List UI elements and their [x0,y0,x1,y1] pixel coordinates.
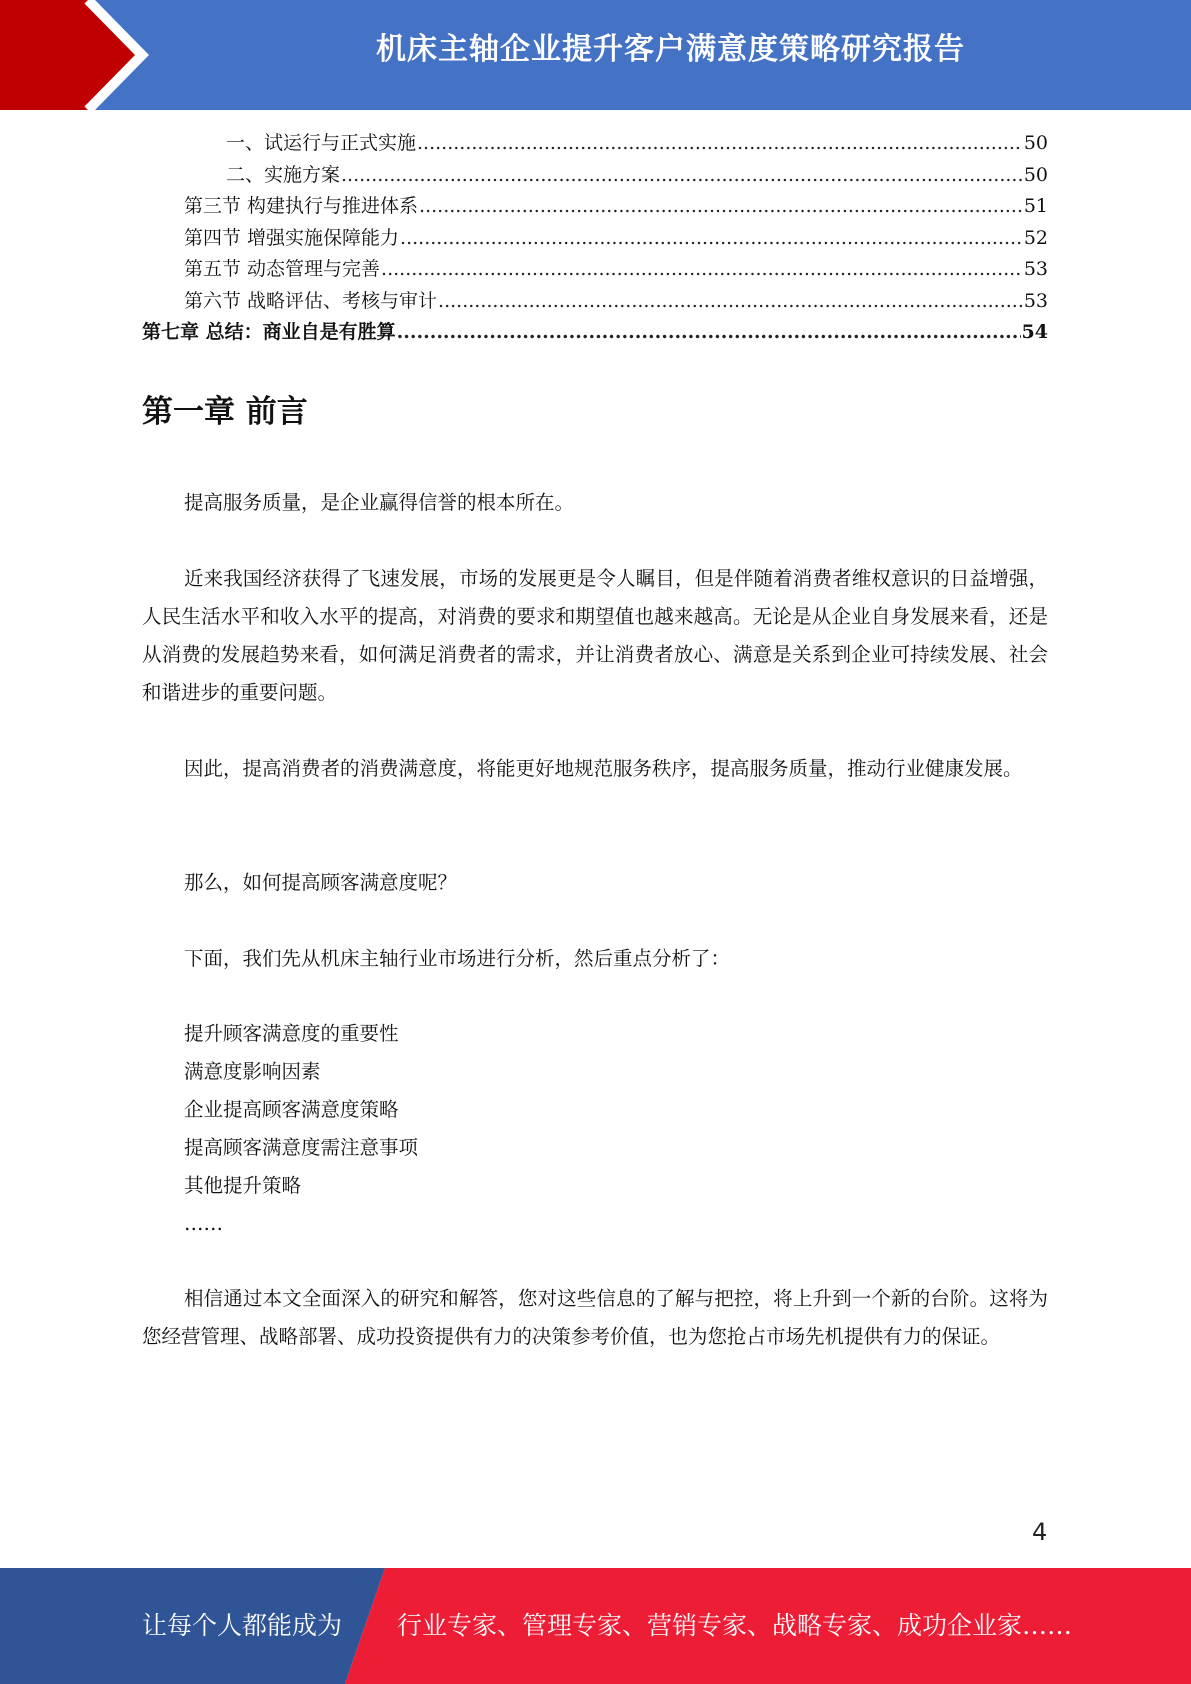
paragraph-text: 下面，我们先从机床主轴行业市场进行分析，然后重点分析了： [184,947,731,970]
report-title: 机床主轴企业提升客户满意度策略研究报告 [376,32,965,67]
toc-entry[interactable] [142,317,1048,349]
toc-entry[interactable] [142,191,1048,223]
toc-entry-label: 二、实施方案 [226,163,341,186]
toc-entry-label: 第六节 战略评估、考核与审计 [184,289,438,312]
toc-leader-dots [397,321,1021,343]
list-item: …… [184,1212,223,1235]
paragraph-4 [142,864,1048,902]
footer-slogan-right: 行业专家、管理专家、营销专家、战略专家、成功企业家…… [397,1611,1073,1640]
toc-entry[interactable] [142,128,1048,160]
page-number: 4 [1032,1518,1048,1546]
paragraph-2 [142,560,1048,712]
toc-leader-dots [341,164,1023,186]
paragraph-6 [142,1280,1048,1356]
toc-entry-page: 54 [1021,321,1048,343]
toc-entry-label: 第五节 动态管理与完善 [184,258,381,280]
page-header [0,0,1191,110]
toc-entry-label: 第四节 增强实施保障能力 [184,226,400,249]
paragraph-1 [142,484,1048,522]
toc-entry-page: 50 [1023,132,1048,154]
toc-entry-label: 一、试运行与正式实施 [226,132,417,154]
toc-entry[interactable] [142,286,1048,318]
toc-entry[interactable] [142,223,1048,255]
toc-leader-dots [438,290,1023,312]
paragraph-text: 提高服务质量，是企业赢得信誉的根本所在。 [184,491,575,514]
toc-leader-dots [400,227,1023,249]
toc-entry-page: 53 [1023,289,1048,312]
toc-entry-page: 53 [1023,258,1048,280]
page-footer [0,1568,1191,1684]
toc-entry-label: 第七章 总结：商业自是有胜算 [142,321,396,343]
toc-entry-label: 第三节 构建执行与推进体系 [184,195,419,217]
list-item: 满意度影响因素 [184,1060,321,1083]
paragraph-5 [142,940,1048,978]
table-of-contents [142,128,1048,349]
paragraph-3 [142,750,1048,788]
list-item: 企业提高顾客满意度策略 [184,1098,399,1121]
paragraph-text: 那么，如何提高顾客满意度呢？ [184,871,458,894]
paragraph-text: 相信通过本文全面深入的研究和解答，您对这些信息的了解与把控，将上升到一个新的台阶。这将为您经营管理、战略部署、成功投资提供有力的决策参考价值，也为您抢占市场先机提供有力的保证。 [142,1287,1048,1348]
toc-entry-page: 51 [1023,195,1048,217]
analysis-topics-list [184,1015,418,1243]
toc-leader-dots [381,258,1023,280]
paragraph-text: 近来我国经济获得了飞速发展，市场的发展更是令人瞩目，但是伴随着消费者维权意识的日益增强，人民生活水平和收入水平的提高，对消费的要求和期望值也越来越高。无论是从企业自身发展来看，还是从消费的发展趋势来看，如何满足消费者的需求，并让消费者放心、满意是关系到企业可持续发展、社会和谐进步的重要问题。 [142,567,1048,704]
chapter-heading: 第一章 前言 [142,394,308,430]
toc-entry-page: 50 [1023,163,1048,186]
list-item: 提升顾客满意度的重要性 [184,1022,399,1045]
toc-leader-dots [417,132,1023,154]
footer-slogan-left: 让每个人都能成为 [142,1611,343,1640]
toc-leader-dots [419,195,1023,217]
paragraph-text: 因此，提高消费者的消费满意度，将能更好地规范服务秩序，提高服务质量，推动行业健康发展。 [184,757,1023,780]
toc-entry-page: 52 [1023,226,1048,249]
header-arrow-decoration [0,0,150,110]
list-item: 其他提升策略 [184,1174,302,1197]
toc-entry[interactable] [142,254,1048,286]
toc-entry[interactable] [142,160,1048,192]
list-item: 提高顾客满意度需注意事项 [184,1136,419,1159]
